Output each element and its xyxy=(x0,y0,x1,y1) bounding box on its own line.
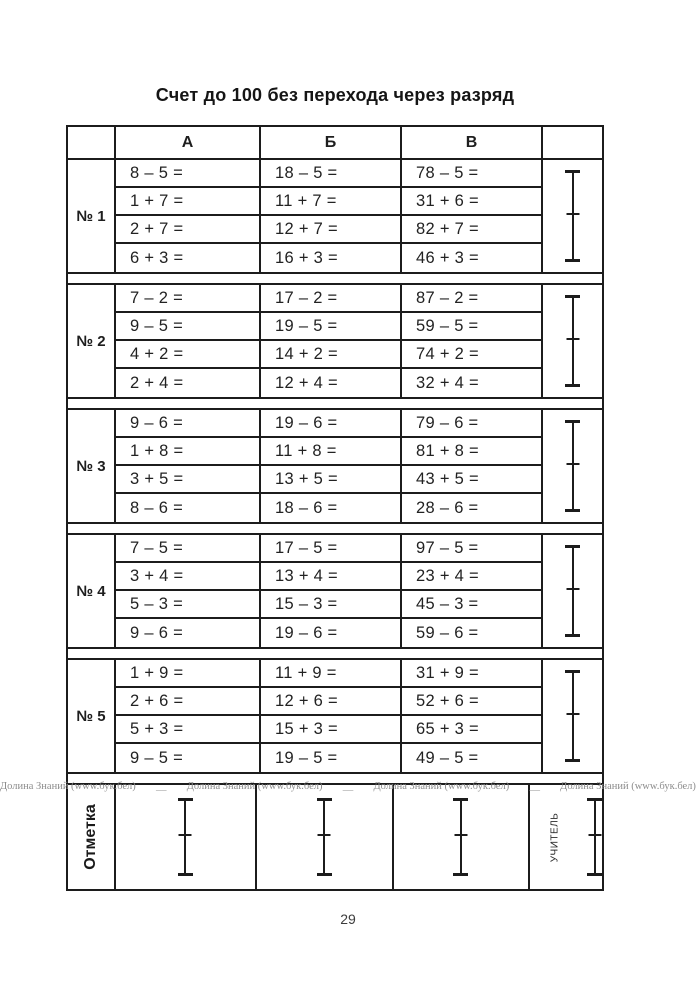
score-ruler-icon xyxy=(587,798,602,876)
expression-grid xyxy=(116,410,543,522)
expression-cell: 32 + 4 = xyxy=(402,369,543,397)
score-area xyxy=(543,535,602,647)
expression-cell: 52 + 6 = xyxy=(402,688,543,716)
page-title: Счет до 100 без перехода через разряд xyxy=(155,85,515,105)
block-separator xyxy=(68,649,602,658)
expression-cell: 7 – 2 = xyxy=(116,285,261,313)
block-label: № 2 xyxy=(68,285,116,397)
expression-cell: 17 – 2 = xyxy=(261,285,402,313)
expression-cell: 15 – 3 = xyxy=(261,591,402,619)
exercise-block-3 xyxy=(68,408,602,524)
expression-cell: 9 – 6 = xyxy=(116,619,261,647)
mark-label-cell xyxy=(68,785,116,889)
column-header-b: Б xyxy=(261,127,402,158)
score-area xyxy=(543,410,602,522)
expression-cell: 15 + 3 = xyxy=(261,716,402,744)
expression-grid xyxy=(116,160,543,272)
expression-cell: 1 + 8 = xyxy=(116,438,261,466)
expression-cell: 5 – 3 = xyxy=(116,591,261,619)
expression-cell: 17 – 5 = xyxy=(261,535,402,563)
block-label: № 5 xyxy=(68,660,116,772)
expression-cell: 19 – 5 = xyxy=(261,744,402,772)
expression-cell: 2 + 6 = xyxy=(116,688,261,716)
watermark-text: Долина Знаний (www.бук.бел) xyxy=(0,781,136,792)
expression-cell: 19 – 5 = xyxy=(261,313,402,341)
expression-cell: 81 + 8 = xyxy=(402,438,543,466)
expression-cell: 7 – 5 = xyxy=(116,535,261,563)
column-header-v: В xyxy=(402,127,543,158)
expression-cell: 43 + 5 = xyxy=(402,466,543,494)
page-number: 29 xyxy=(340,911,356,927)
block-separator xyxy=(68,274,602,283)
mark-cell-v xyxy=(394,785,531,889)
watermark-separator: __ xyxy=(156,781,167,792)
expression-cell: 49 – 5 = xyxy=(402,744,543,772)
expression-cell: 78 – 5 = xyxy=(402,160,543,188)
expression-cell: 59 – 5 = xyxy=(402,313,543,341)
expression-cell: 14 + 2 = xyxy=(261,341,402,369)
expression-cell: 11 + 8 = xyxy=(261,438,402,466)
expression-cell: 1 + 7 = xyxy=(116,188,261,216)
expression-cell: 11 + 9 = xyxy=(261,660,402,688)
expression-cell: 12 + 7 = xyxy=(261,216,402,244)
expression-cell: 74 + 2 = xyxy=(402,341,543,369)
block-label: № 1 xyxy=(68,160,116,272)
expression-cell: 31 + 6 = xyxy=(402,188,543,216)
block-label: № 4 xyxy=(68,535,116,647)
score-area xyxy=(543,660,602,772)
exercise-block-5 xyxy=(68,658,602,774)
exercise-block-4 xyxy=(68,533,602,649)
watermark-row xyxy=(0,779,696,794)
expression-cell: 19 – 6 = xyxy=(261,410,402,438)
watermark-text: Долина Знаний (www.бук.бел) xyxy=(373,781,510,792)
expression-grid xyxy=(116,660,543,772)
table-header-row xyxy=(68,127,602,160)
watermark-separator: __ xyxy=(529,781,540,792)
expression-cell: 79 – 6 = xyxy=(402,410,543,438)
block-separator xyxy=(68,524,602,533)
score-ruler-icon xyxy=(565,670,580,762)
expression-cell: 3 + 5 = xyxy=(116,466,261,494)
expression-cell: 59 – 6 = xyxy=(402,619,543,647)
teacher-cell xyxy=(530,785,602,889)
score-ruler-icon xyxy=(565,170,580,262)
expression-cell: 1 + 9 = xyxy=(116,660,261,688)
score-ruler-icon xyxy=(565,295,580,387)
mark-cell-b xyxy=(257,785,394,889)
watermark-text: Долина Знаний (www.бук.бел) xyxy=(560,781,696,792)
score-ruler-icon xyxy=(565,420,580,512)
watermark-text: Долина Знаний (www.бук.бел) xyxy=(186,781,323,792)
expression-cell: 28 – 6 = xyxy=(402,494,543,522)
expression-cell: 4 + 2 = xyxy=(116,341,261,369)
expression-cell: 9 – 5 = xyxy=(116,313,261,341)
expression-cell: 13 + 4 = xyxy=(261,563,402,591)
expression-cell: 23 + 4 = xyxy=(402,563,543,591)
expression-cell: 5 + 3 = xyxy=(116,716,261,744)
expression-cell: 19 – 6 = xyxy=(261,619,402,647)
exercise-block-2 xyxy=(68,283,602,399)
expression-cell: 65 + 3 = xyxy=(402,716,543,744)
block-separator xyxy=(68,399,602,408)
mark-cell-a xyxy=(116,785,257,889)
expression-cell: 18 – 6 = xyxy=(261,494,402,522)
score-ruler-icon xyxy=(453,798,468,876)
expression-cell: 8 – 5 = xyxy=(116,160,261,188)
expression-cell: 18 – 5 = xyxy=(261,160,402,188)
expression-cell: 3 + 4 = xyxy=(116,563,261,591)
expression-cell: 16 + 3 = xyxy=(261,244,402,272)
mark-row xyxy=(68,783,602,889)
block-label: № 3 xyxy=(68,410,116,522)
expression-cell: 45 – 3 = xyxy=(402,591,543,619)
expression-cell: 6 + 3 = xyxy=(116,244,261,272)
expression-cell: 13 + 5 = xyxy=(261,466,402,494)
watermark-separator: __ xyxy=(342,781,354,792)
header-empty-corner xyxy=(68,127,116,158)
expression-cell: 12 + 6 = xyxy=(261,688,402,716)
score-ruler-icon xyxy=(178,798,193,876)
expression-grid xyxy=(116,285,543,397)
column-header-a: А xyxy=(116,127,261,158)
score-area xyxy=(543,160,602,272)
expression-grid xyxy=(116,535,543,647)
expression-cell: 82 + 7 = xyxy=(402,216,543,244)
expression-cell: 31 + 9 = xyxy=(402,660,543,688)
expression-cell: 9 – 6 = xyxy=(116,410,261,438)
expression-cell: 97 – 5 = xyxy=(402,535,543,563)
expression-cell: 46 + 3 = xyxy=(402,244,543,272)
expression-cell: 9 – 5 = xyxy=(116,744,261,772)
exercise-block-1 xyxy=(68,160,602,274)
expression-cell: 8 – 6 = xyxy=(116,494,261,522)
expression-cell: 11 + 7 = xyxy=(261,188,402,216)
expression-cell: 2 + 7 = xyxy=(116,216,261,244)
header-score-corner xyxy=(543,127,602,158)
score-ruler-icon xyxy=(565,545,580,637)
mark-row-label: Отметка xyxy=(82,804,100,870)
expression-cell: 2 + 4 = xyxy=(116,369,261,397)
worksheet-table xyxy=(66,125,604,891)
expression-cell: 12 + 4 = xyxy=(261,369,402,397)
score-ruler-icon xyxy=(317,798,332,876)
expression-cell: 87 – 2 = xyxy=(402,285,543,313)
teacher-label: УЧИТЕЛЬ xyxy=(549,812,561,862)
score-area xyxy=(543,285,602,397)
